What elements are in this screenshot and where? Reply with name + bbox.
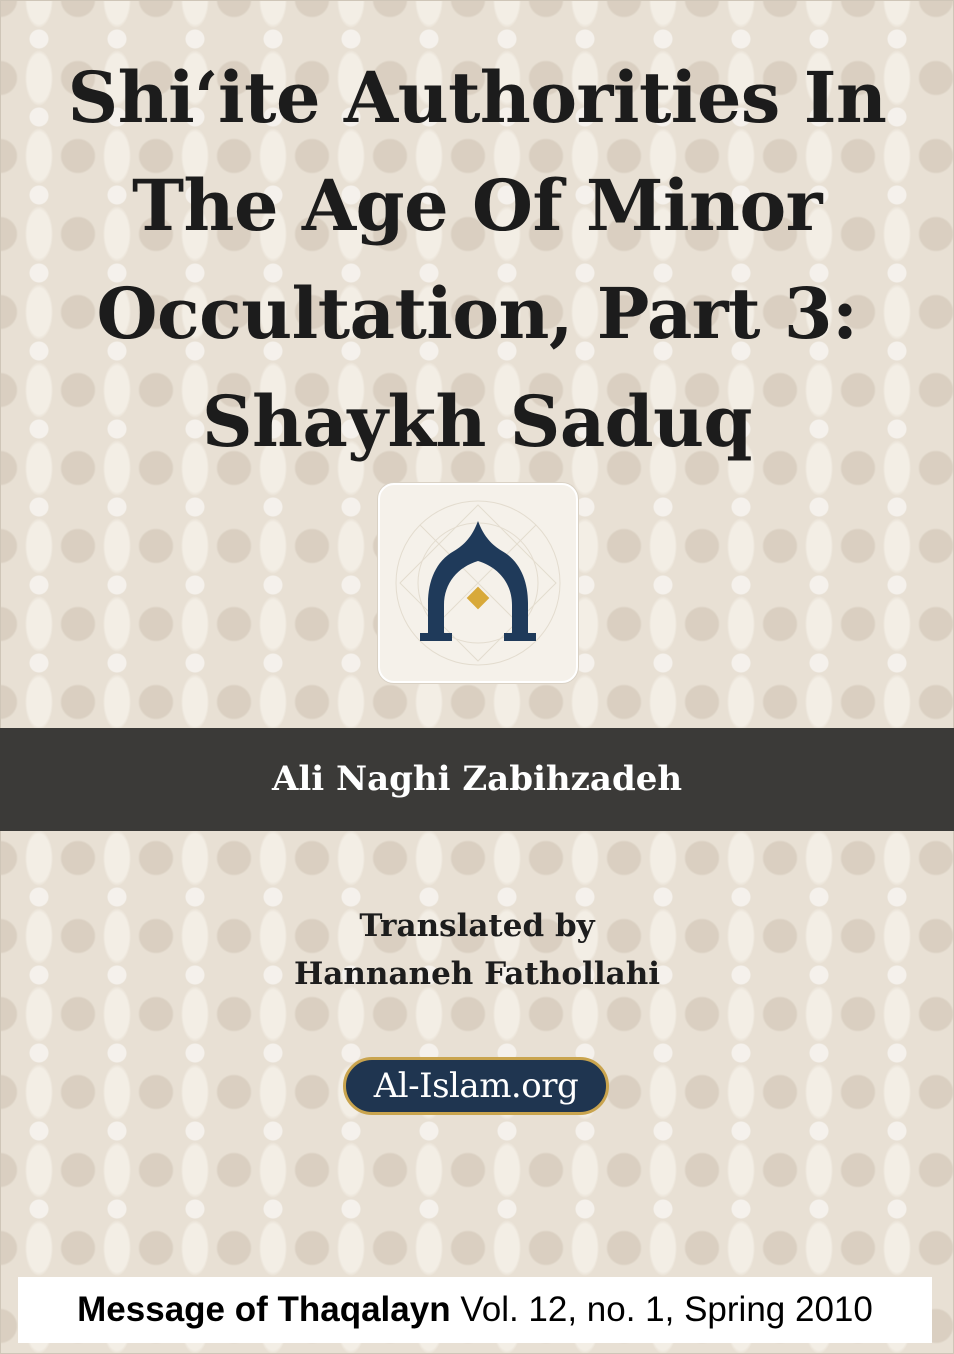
- journal-name: Message of Thaqalayn: [77, 1290, 451, 1329]
- title-line-4: Shaykh Saduq: [202, 380, 752, 463]
- arch-logo-icon: [380, 485, 576, 681]
- translator-name: Hannaneh Fathollahi: [293, 956, 661, 992]
- title-line-3: Occultation, Part 3:: [96, 272, 858, 355]
- book-title: [20, 44, 934, 476]
- title-line-2: The Age Of Minor: [131, 164, 823, 247]
- publisher-logo-tile: [378, 483, 578, 683]
- title-line-1: Shi‘ite Authorities In: [67, 56, 887, 139]
- citation-footer: [18, 1277, 932, 1343]
- author-name: Ali Naghi Zabihzadeh: [271, 759, 683, 799]
- translated-by-label: Translated by: [359, 908, 595, 944]
- site-badge-text: Al-Islam.org: [373, 1066, 579, 1106]
- issue-info: Vol. 12, no. 1, Spring 2010: [450, 1290, 873, 1329]
